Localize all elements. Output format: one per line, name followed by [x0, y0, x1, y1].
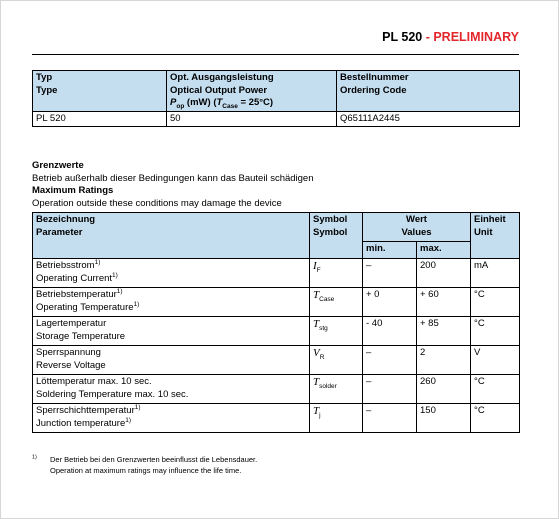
values-header-cell — [363, 213, 471, 242]
footnote-de: Der Betrieb bei den Grenzwerten beeinflusst die Lebensdauer. — [50, 455, 258, 464]
symbol-sub: solder — [319, 383, 337, 391]
power-symbol: P — [170, 97, 177, 108]
symbol-sub: stg — [319, 325, 328, 333]
min-cell: – — [363, 375, 417, 404]
table-row — [33, 404, 520, 433]
max-cell: 2 — [417, 346, 471, 375]
footnote-mark: 1) — [32, 454, 37, 461]
code-header-en: Ordering Code — [340, 84, 407, 96]
type-table — [32, 70, 520, 127]
symbol-cell — [310, 375, 363, 404]
min-cell: – — [363, 404, 417, 433]
table-row — [33, 346, 520, 375]
symbol-header-de: Symbol — [313, 214, 348, 225]
param-de: Betriebsstrom — [36, 260, 95, 271]
part-number: PL 520 — [382, 30, 423, 44]
max-cell: 150 — [417, 404, 471, 433]
param-de: Lagertemperatur — [36, 318, 107, 329]
symbol — [313, 260, 321, 275]
symbol-cell — [310, 288, 363, 317]
unit-cell: °C — [471, 375, 520, 404]
symbol-cell — [310, 317, 363, 346]
param-cell — [33, 346, 310, 375]
power-value: 50 — [167, 111, 337, 127]
param-cell — [33, 375, 310, 404]
ratings-header-row — [33, 213, 520, 242]
param-header-cell — [33, 213, 310, 259]
preliminary-label: PRELIMINARY — [433, 30, 519, 44]
symbol — [313, 376, 337, 391]
power-symbol-sub: op — [176, 102, 185, 110]
type-header-en: Type — [36, 84, 58, 96]
table-row — [33, 288, 520, 317]
table-row — [33, 317, 520, 346]
power-header-cell — [167, 71, 337, 112]
type-table-row — [33, 111, 520, 127]
code-header-cell — [337, 71, 520, 112]
param-en-sup: 1) — [112, 271, 118, 279]
footnote — [32, 454, 258, 475]
unit-header-de: Einheit — [474, 214, 506, 225]
min-header: min. — [363, 242, 417, 259]
code-header-de: Bestellnummer — [340, 72, 409, 83]
document-header — [382, 30, 519, 44]
max-header: max. — [417, 242, 471, 259]
param-header-de: Bezeichnung — [36, 214, 96, 225]
symbol-main: T — [313, 405, 320, 417]
symbol-main: T — [313, 376, 320, 388]
text-en: Operation outside these conditions may damage the device — [32, 197, 282, 209]
param-de-sup: 1) — [94, 258, 101, 266]
param-cell — [33, 288, 310, 317]
param-de: Sperrspannung — [36, 347, 101, 358]
param-de: Betriebstemperatur — [36, 289, 117, 300]
symbol — [313, 318, 328, 333]
unit-cell: V — [471, 346, 520, 375]
footnote-text — [50, 454, 450, 476]
symbol-cell — [310, 346, 363, 375]
max-cell: 200 — [417, 259, 471, 288]
param-cell — [33, 317, 310, 346]
max-cell: + 60 — [417, 288, 471, 317]
param-en: Reverse Voltage — [36, 359, 106, 371]
ordering-code: Q65111A2445 — [337, 111, 520, 127]
tcase-symbol-sub: Case — [222, 102, 238, 110]
param-de-sup: 1) — [134, 403, 141, 411]
values-header-de: Wert — [406, 214, 427, 225]
param-en-sup: 1) — [133, 300, 140, 308]
unit-cell: °C — [471, 288, 520, 317]
table-row — [33, 259, 520, 288]
type-header-cell — [33, 71, 167, 112]
symbol-main: I — [313, 260, 317, 272]
power-header-de: Opt. Ausgangsleistung — [170, 72, 274, 83]
symbol-main: V — [313, 347, 320, 359]
heading-maximum-ratings: Maximum Ratings — [32, 185, 114, 197]
symbol-cell — [310, 404, 363, 433]
symbol-sub: Case — [319, 296, 335, 304]
type-value: PL 520 — [33, 111, 167, 127]
ratings-body — [33, 259, 520, 433]
unit-header-en: Unit — [474, 226, 493, 238]
min-cell: – — [363, 346, 417, 375]
max-cell: 260 — [417, 375, 471, 404]
symbol-sub: F — [316, 267, 321, 275]
power-unit: (mW) ( — [184, 97, 217, 108]
param-header-en: Parameter — [36, 226, 83, 238]
symbol-sub: j — [319, 412, 321, 420]
param-en: Operating Current — [36, 272, 113, 284]
symbol — [313, 405, 321, 420]
max-cell: + 85 — [417, 317, 471, 346]
param-de-sup: 1) — [116, 287, 123, 295]
param-cell — [33, 259, 310, 288]
table-row — [33, 375, 520, 404]
min-cell: – — [363, 259, 417, 288]
min-cell: + 0 — [363, 288, 417, 317]
param-en: Operating Temperature — [36, 301, 134, 313]
param-de: Löttemperatur max. 10 sec. — [36, 376, 152, 387]
unit-cell: °C — [471, 317, 520, 346]
type-table-header — [33, 71, 520, 112]
footnote-en: Operation at maximum ratings may influence the life time. — [50, 466, 242, 475]
param-en: Junction temperature — [36, 417, 126, 429]
param-en-sup: 1) — [125, 416, 132, 424]
param-cell — [33, 404, 310, 433]
symbol-header-cell — [310, 213, 363, 259]
unit-cell: mA — [471, 259, 520, 288]
unit-header-cell — [471, 213, 520, 259]
symbol-header-en: Symbol — [313, 226, 348, 238]
unit-cell: °C — [471, 404, 520, 433]
param-de: Sperrschichttemperatur — [36, 405, 135, 416]
heading-grenzwerte: Grenzwerte — [32, 160, 84, 171]
ratings-intro — [32, 160, 314, 210]
values-header-en: Values — [401, 226, 432, 238]
type-header-de: Typ — [36, 72, 53, 83]
power-header-en: Optical Output Power — [170, 84, 268, 96]
tcase-condition: = 25°C) — [237, 97, 274, 108]
symbol-cell — [310, 259, 363, 288]
text-de: Betrieb außerhalb dieser Bedingungen kann das Bauteil schädigen — [32, 172, 314, 184]
param-en: Soldering Temperature max. 10 sec. — [36, 388, 189, 400]
symbol — [313, 347, 325, 362]
symbol — [313, 289, 335, 304]
symbol-main: T — [313, 289, 320, 301]
symbol-sub: R — [319, 354, 325, 362]
tcase-symbol: T — [216, 97, 223, 108]
param-en: Storage Temperature — [36, 330, 126, 342]
symbol-main: T — [313, 318, 320, 330]
min-cell: - 40 — [363, 317, 417, 346]
header-separator: - — [422, 30, 434, 44]
header-rule — [32, 54, 519, 55]
ratings-table — [32, 212, 520, 433]
